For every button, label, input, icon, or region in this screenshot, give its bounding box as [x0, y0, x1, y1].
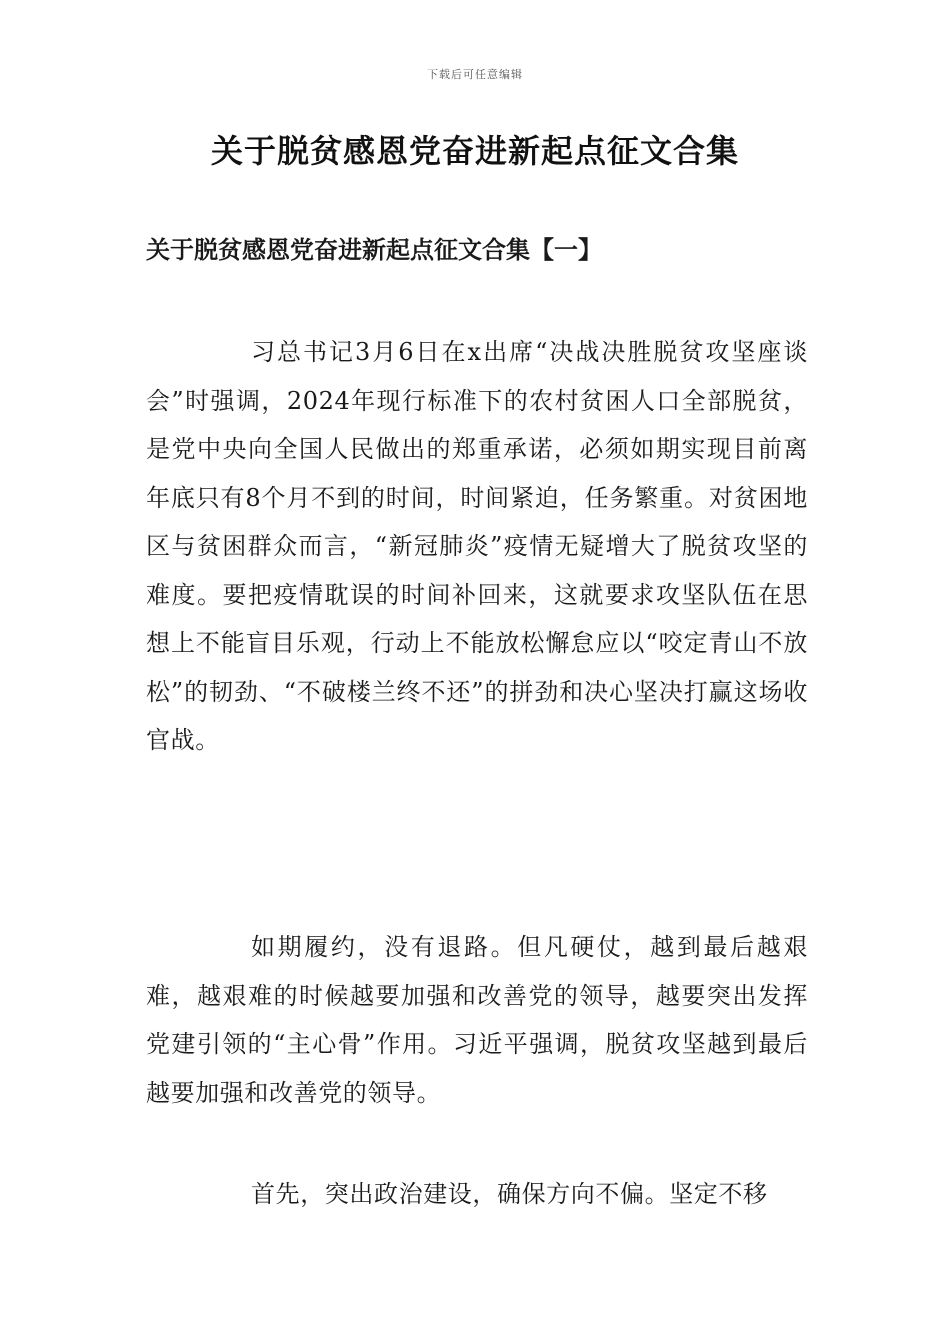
- paragraph-3: 首先，突出政治建设，确保方向不偏。坚定不移: [251, 1180, 768, 1208]
- paragraph-2: 如期履约，没有退路。但凡硬仗，越到最后越艰难，越艰难的时候越要加强和改善党的领导，越要突出发挥党建引领的“主心骨”作用。习近平强调，脱贫攻坚越到最后越要加强和改善党的领导。: [146, 933, 808, 1107]
- header-note: 下载后可任意编辑: [427, 68, 523, 81]
- section-title: 关于脱贫感恩党奋进新起点征文合集【一】: [146, 235, 602, 264]
- document-title: 关于脱贫感恩党奋进新起点征文合集: [210, 132, 739, 170]
- paragraph-1: 习总书记3月6日在x出席“决战决胜脱贫攻坚座谈会”时强调，2024年现行标准下的农村贫困人口全部脱贫，是党中央向全国人民做出的郑重承诺，必须如期实现目前离年底只有8个月不到的时间，时间紧迫，任务繁重。对贫困地区与贫困群众而言，“新冠肺炎”疫情无疑增大了脱贫攻坚的难度。要把疫情耽误的时间补回来，这就要求攻坚队伍在思想上不能盲目乐观，行动上不能放松懈怠应以“咬定青山不放松”的韧劲、“不破楼兰终不还”的拼劲和决心坚决打赢这场收官战。: [146, 338, 808, 754]
